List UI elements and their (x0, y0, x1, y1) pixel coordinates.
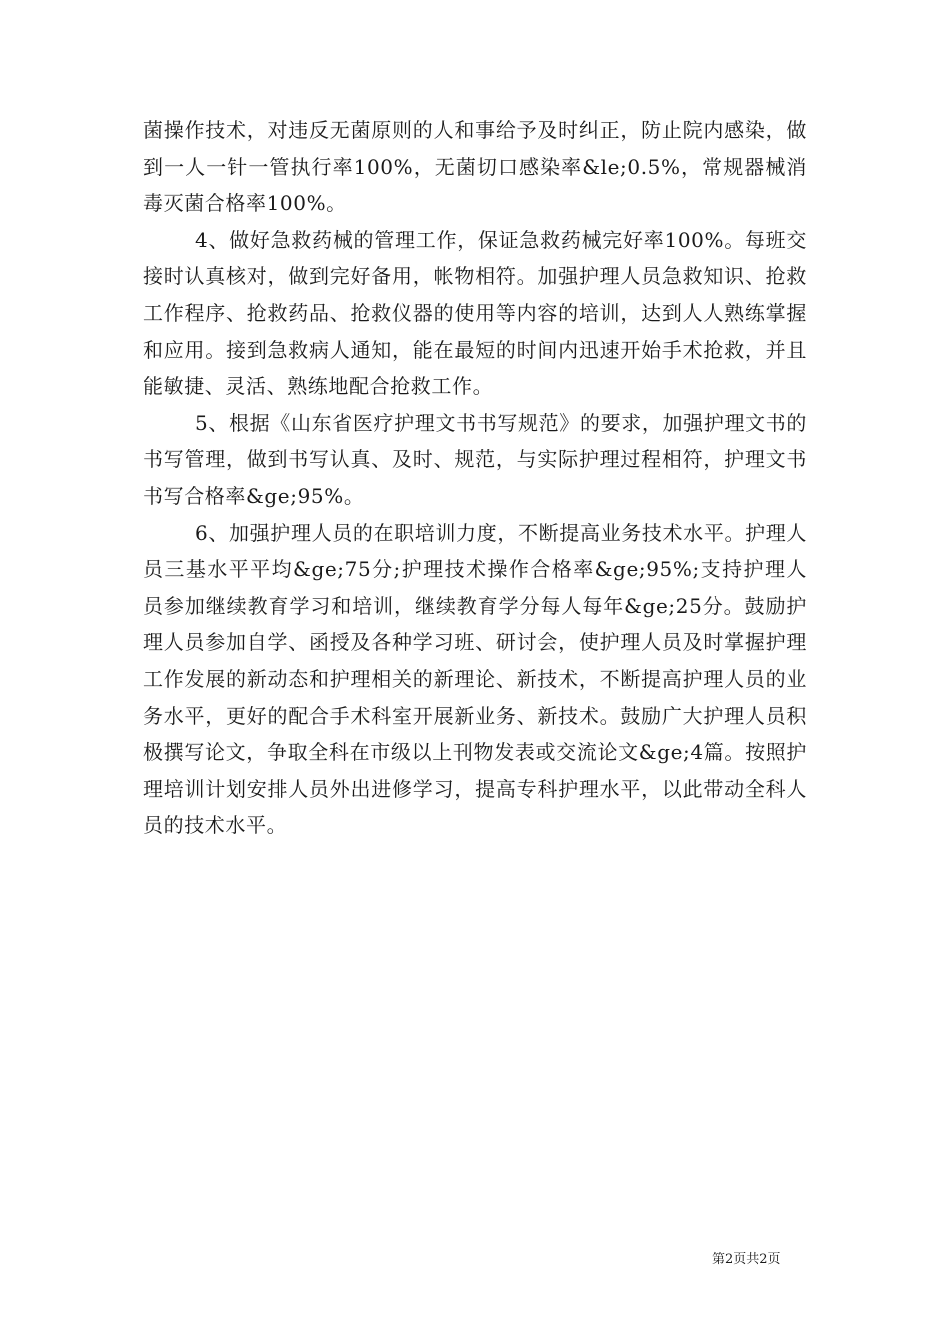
document-body (143, 112, 807, 844)
page-number-footer: 第2页共2页 (712, 1252, 781, 1267)
paragraph-item-6: 6、加强护理人员的在职培训力度，不断提高业务技术水平。护理人员三基水平平均&ge;75分;护理技术操作合格率&ge;95%;支持护理人员参加继续教育学习和培训，继续教育学分每人每年&ge;25分。鼓励护理人员参加自学、函授及各种学习班、研讨会，使护理人员及时掌握护理工作发展的新动态和护理相关的新理论、新技术，不断提高护理人员的业务水平，更好的配合手术科室开展新业务、新技术。鼓励广大护理人员积极撰写论文，争取全科在市级以上刊物发表或交流论文&ge;4篇。按照护理培训计划安排人员外出进修学习，提高专科护理水平，以此带动全科人员的技术水平。 (143, 520, 807, 838)
paragraph-continuation: 菌操作技术，对违反无菌原则的人和事给予及时纠正，防止院内感染，做到一人一针一管执行率100%，无菌切口感染率&le;0.5%，常规器械消毒灭菌合格率100%。 (143, 118, 807, 216)
paragraph-item-4: 4、做好急救药械的管理工作，保证急救药械完好率100%。每班交接时认真核对，做到完好备用，帐物相符。加强护理人员急救知识、抢救工作程序、抢救药品、抢救仪器的使用等内容的培训，达到人人熟练掌握和应用。接到急救病人通知，能在最短的时间内迅速开始手术抢救，并且能敏捷、灵活、熟练地配合抢救工作。 (143, 227, 807, 399)
paragraph-item-5: 5、根据《山东省医疗护理文书书写规范》的要求，加强护理文书的书写管理，做到书写认真、及时、规范，与实际护理过程相符，护理文书书写合格率&ge;95%。 (143, 410, 807, 508)
